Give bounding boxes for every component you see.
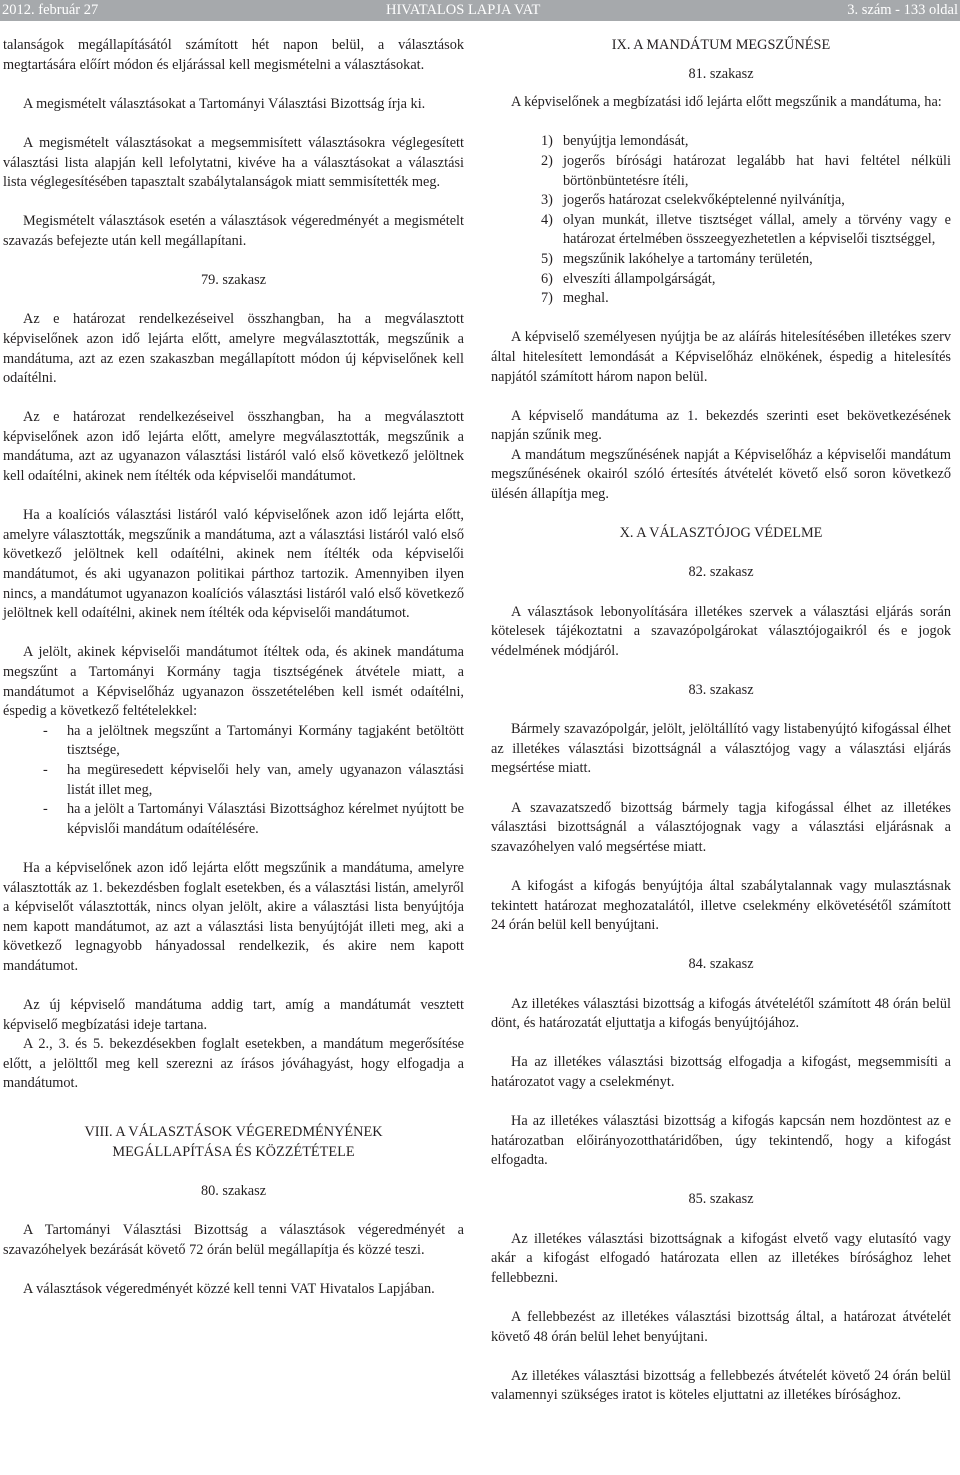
section-heading: 83. szakasz <box>688 682 754 698</box>
paragraph: Megismételt választások esetén a választások végeredményét a megismételt szavazás befejezte után kell megállapítani. <box>3 213 464 249</box>
list-number: 2) <box>541 152 553 169</box>
list-item <box>3 800 464 839</box>
left-column <box>3 36 464 1299</box>
list-item <box>491 250 951 270</box>
paragraph: Ha az illetékes választási bizottság elfogadja a kifogást, megsemmisíti a határozatot vagy a cselekményt. <box>491 1054 951 1090</box>
section-heading: 79. szakasz <box>200 272 267 289</box>
list-item <box>3 761 464 800</box>
dash-marker: - <box>43 801 48 818</box>
paragraph: A megismételt választásokat a megsemmisített választásokra véglegesített választási lista alapján kell lefolytatni, kivéve ha a választásokat a választási lista véglegesítésében tapasztalt szabálytalanságok miatt semmisítették meg. <box>3 134 464 191</box>
paragraph: A Tartományi Választási Bizottság a választások végeredményét a szavazóhelyek bezárását követő 72 órán belül megállapítja és közzé teszi. <box>3 1222 464 1258</box>
section-heading: 82. szakasz <box>688 564 754 581</box>
paragraph: Az e határozat rendelkezéseivel összhangban, ha a megválasztott képviselőnek azon idő lejárta előtt, amelyre megválasztották, megszűnik a mandátuma, azt az ezen szakaszban megállapított módon új képviselőnek kell odaítélni. <box>3 311 464 387</box>
list-item <box>491 270 951 290</box>
paragraph: Ha az illetékes választási bizottság a kifogás kapcsán nem hozdöntest az e határozatban előirányozotthatáridőben, úgy tekintendő, hogy a kifogást elfogadta. <box>491 1113 951 1169</box>
list-item-text: ha a jelölt a Tartományi Választási Bizottsághoz kérelmet nyújtott be képvislői mandátum odaítélésére. <box>67 801 464 837</box>
section-heading: 84. szakasz <box>688 956 754 973</box>
list-number: 3) <box>541 192 553 209</box>
paragraph: A mandátum megszűnésének napját a Képviselőház a képviselői mandátum megszűnésének okairól szóló értesítés átvételét követő első soron következő ülésén állapítja meg. <box>491 446 951 503</box>
list-item <box>491 152 951 191</box>
paragraph: A választások végeredményét közzé kell tenni VAT Hivatalos Lapjában. <box>23 1280 435 1297</box>
list-item-text: meghal. <box>563 290 609 307</box>
section-heading: 85. szakasz <box>688 1191 754 1208</box>
paragraph: A jelölt, akinek képviselői mandátumot ítéltek oda, és akinek mandátuma megszűnt a Tartományi Kormány tagja tisztségének átvétele miatt, a mandátumot a Képviselőház ugyanazon összetételében kell ismét odaítélni, éspedig a következő feltételekkel: <box>3 644 464 720</box>
paragraph: A kifogást a kifogás benyújtója által szabálytalannak vagy mulasztásnak tekintett határozat meghozatalától, illetve cselekmény elkövetésétől számított 24 órán belül kell benyújtani. <box>491 877 951 934</box>
list-number: 5) <box>541 250 553 267</box>
list-item-text: ha a jelöltnek megszűnt a Tartományi Kormány tagjaként betöltött tisztsége, <box>67 722 464 759</box>
paragraph: Ha a képviselőnek azon idő lejárta előtt megszűnik a mandátuma, amelyre választották az 1. bekezdésben foglalt esetekben, és a választási listán, amelyről a képviselőt választották, nincs olyan jelölt, akire a választási lista benyújtója nem kapott mandátumot, az azt a választási lista benyújtóját illeti meg, aki a következő legnagyobb hányadossal rendelkezik, és akire nem kapott mandátumot. <box>3 859 464 974</box>
paragraph: A képviselő személyesen nyújtja be az aláírás hitelesítésében illetékes szerv által hitelesített lemondását a Képviselőház elnökének, éspedig a hitelesítés napjától számított három napon belül. <box>491 329 951 385</box>
dash-marker: - <box>43 722 48 739</box>
list-item-text: benyújtja lemondását, <box>563 133 689 150</box>
paragraph: Bármely szavazópolgár, jelölt, jelöltállító vagy listabenyújtó kifogással élhet az illetékes választási bizottságnál a választójog vagy a választási eljárás megsértése miatt. <box>491 721 951 777</box>
header-date: 2012. február 27 <box>2 2 99 18</box>
paragraph: A fellebbezést az illetékes választási bizottság által, a határozat átvételét követő 48 órán belül lehet benyújtani. <box>491 1309 951 1345</box>
list-item <box>491 289 951 309</box>
list-item-text: ha megüresedett képviselői hely van, amely ugyanazon választási listát illet meg, <box>67 761 464 798</box>
paragraph: A 2., 3. és 5. bekezdésekben foglalt esetekben, a mandátum megerősítése előtt, a jelölttől meg kell szerezni az írásos jóváhagyást, hogy elfogadja a mandátumot. <box>3 1036 464 1092</box>
termination-list <box>491 132 951 308</box>
chapter-heading: X. A VÁLASZTÓJOG VÉDELME <box>619 525 823 542</box>
chapter-heading: IX. A MANDÁTUM MEGSZŰNÉSE <box>611 37 831 53</box>
list-item-text: jogerős határozat cselekvőképtelenné nyilvánítja, <box>563 192 845 209</box>
paragraph: Az illetékes választási bizottság a kifogás átvételétől számított 48 órán belül dönt, és határozatát eljuttatja a kifogás benyújtójához. <box>491 995 951 1032</box>
list-item-text: olyan munkát, illetve tisztséget vállal, amely a törvény vagy e határozat értelmében összeegyezhetetlen a képviselői tisztséggel, <box>563 211 951 248</box>
paragraph: A képviselő mandátuma az 1. bekezdés szerinti eset bekövetkezésének napján szűnik meg. <box>491 407 951 444</box>
page-header <box>0 0 960 21</box>
paragraph: Az illetékes választási bizottság a fellebbezés átvételét követő 24 órán belül valamennyi szükséges iratot is köteles eljuttatni az illetékes bírósághoz. <box>491 1367 951 1404</box>
list-item-text: elveszíti állampolgárságát, <box>563 270 716 287</box>
paragraph: Az új képviselő mandátuma addig tart, amíg a mandátumát vesztett képviselő megbízatási ideje tartana. <box>3 997 464 1033</box>
list-number: 6) <box>541 270 553 287</box>
chapter-heading-line: VIII. A VÁLASZTÁSOK VÉGEREDMÉNYÉNEK <box>84 1124 383 1141</box>
header-page-number: 3. szám - 133 oldal <box>847 2 958 18</box>
dash-marker: - <box>43 761 48 778</box>
section-heading: 80. szakasz <box>200 1182 267 1199</box>
paragraph: A szavazatszedő bizottság bármely tagja kifogással élhet az illetékes választási bizottságnál a választójognak vagy a választási eljárásnak a szavazóhelyen való megsértése miatt. <box>491 799 951 855</box>
list-item <box>491 191 951 211</box>
list-item <box>491 132 951 152</box>
paragraph: talanságok megállapításától számított hét napon belül, a választások megtartására előírt módon és eljárással kell megismételni a választásokat. <box>3 37 464 73</box>
paragraph: A megismételt választásokat a Tartományi Választási Bizottság írja ki. <box>23 95 426 112</box>
section-heading: 81. szakasz <box>688 65 754 82</box>
paragraph: Az e határozat rendelkezéseivel összhangban, ha a megválasztott képviselőnek azon idő lejárta előtt, amelyre megválasztották, megszűnik a mandátuma, azt az ugyanazon választási listáról való első következő jelöltnek kell odaítélni, akinek nem ítélték oda képviselői mandátumot. <box>3 409 464 485</box>
paragraph: Az illetékes választási bizottságnak a kifogást elvető vagy elutasító vagy akár a kifogást elfogadó határozata ellen az illetékes bírósághoz lehet fellebbezni. <box>491 1230 951 1286</box>
list-number: 1) <box>541 133 553 150</box>
paragraph: A választások lebonyolítására illetékes szervek a választási eljárás során kötelesek tájékoztatni a szavazópolgárokat választójogaikról és e jogok védelmének módjáról. <box>491 603 951 659</box>
chapter-heading-line: MEGÁLLAPÍTÁSA ÉS KÖZZÉTÉTELE <box>112 1143 355 1160</box>
list-item <box>3 722 464 761</box>
list-item <box>491 211 951 250</box>
list-item-text: jogerős bírósági határozat legalább hat havi feltétel nélküli börtönbüntetésre ítéli, <box>563 152 951 189</box>
list-item-text: megszűnik lakóhelye a tartomány területén, <box>563 250 813 267</box>
list-number: 4) <box>541 211 553 228</box>
right-column <box>491 36 951 1406</box>
header-title: HIVATALOS LAPJA VAT <box>386 2 541 18</box>
chapter-heading <box>3 1123 464 1162</box>
paragraph: Ha a koalíciós választási listáról való képviselőnek azon idő lejárta előtt, amelyre választották, megszűnik a mandátuma, azt a választási listáról való első következő jelöltnek kell odaítélni, akinek nem ítélték oda képviselői mandátumot, és aki ugyanazon politikai párthoz tartozik. Amennyiben ilyen nincs, a mandátumot ugyanazon koalíciós választási listáról való első következő jelöltnek kell odaítélni, akinek nem ítélték oda képviselői mandátumot. <box>3 507 464 622</box>
list-number: 7) <box>541 290 553 307</box>
paragraph: A képviselőnek a megbízatási idő lejárta előtt megszűnik a mandátuma, ha: <box>511 94 942 111</box>
condition-list <box>3 722 464 840</box>
